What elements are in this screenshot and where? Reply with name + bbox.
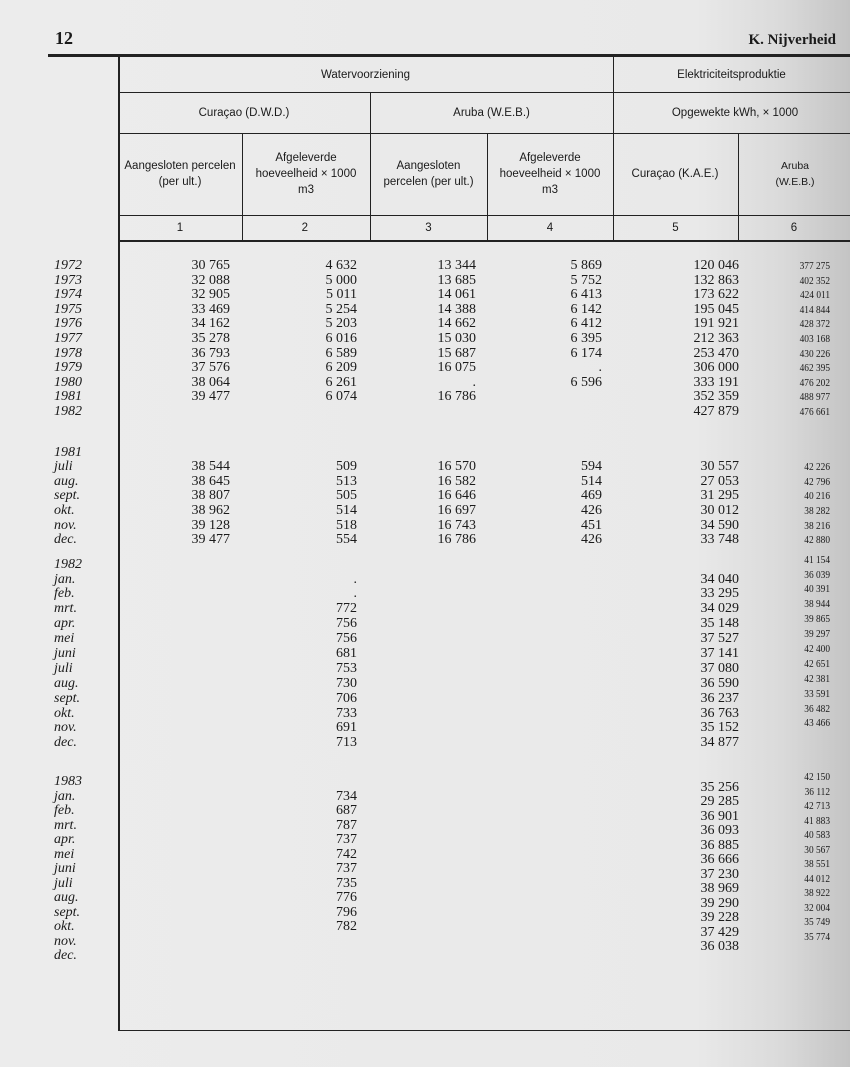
cell-col-6: 430 226 xyxy=(799,347,830,360)
cell-col-1: 33 469 xyxy=(191,301,230,317)
cell-col-2: 514 xyxy=(336,502,357,518)
row-label: 1973 xyxy=(54,272,82,288)
row-label: okt. xyxy=(54,705,75,721)
col-number-6: 6 xyxy=(790,221,798,234)
row-label: nov. xyxy=(54,517,77,533)
table-row xyxy=(50,717,840,736)
cell-col-3: 16 582 xyxy=(437,473,476,489)
cell-col-5: 132 863 xyxy=(693,272,739,288)
page-number: 12 xyxy=(55,28,73,48)
cell-col-2: . xyxy=(353,586,357,602)
cell-col-5: 34 877 xyxy=(700,735,739,751)
cell-col-2: 6 589 xyxy=(325,345,357,361)
row-label: juli xyxy=(54,875,73,891)
row-label: sept. xyxy=(54,690,81,706)
row-label: mei xyxy=(54,631,75,647)
table-row xyxy=(50,598,840,617)
cell-col-6: 38 944 xyxy=(804,598,830,611)
cell-col-6: 377 275 xyxy=(799,260,830,272)
cell-col-5: 34 590 xyxy=(700,517,739,533)
table-row xyxy=(50,376,840,391)
table-row xyxy=(50,643,840,662)
cell-col-6: 42 651 xyxy=(804,657,830,670)
cell-col-1: 38 807 xyxy=(191,488,230,504)
cell-col-4: 469 xyxy=(581,488,602,504)
header-aruba-water: Aruba (W.E.B.) xyxy=(453,106,530,119)
cell-col-6: 42 150 xyxy=(804,771,830,784)
table-row xyxy=(50,390,840,405)
cell-col-4: 6 142 xyxy=(570,301,602,317)
cell-col-6: 30 567 xyxy=(804,843,830,856)
cell-col-4: 6 596 xyxy=(570,374,602,390)
row-label: 1980 xyxy=(54,374,82,390)
cell-col-6: 36 112 xyxy=(804,785,830,798)
cell-col-5: 427 879 xyxy=(693,403,739,419)
row-label: apr. xyxy=(54,616,76,632)
cell-col-5: 30 557 xyxy=(700,459,739,475)
cell-col-1: 35 278 xyxy=(191,330,230,346)
row-label: mei xyxy=(54,846,75,862)
cell-col-2: 713 xyxy=(336,735,357,751)
cell-col-4: . xyxy=(598,360,602,376)
row-label: jan. xyxy=(54,788,76,804)
cell-col-5: 33 295 xyxy=(700,586,739,602)
row-label: jan. xyxy=(54,571,76,587)
cell-col-5: 35 256 xyxy=(700,779,739,795)
row-label: 1983 xyxy=(54,774,82,790)
cell-col-6: 36 039 xyxy=(804,568,830,581)
cell-col-5: 352 359 xyxy=(693,389,739,405)
cell-col-4: 6 395 xyxy=(570,330,602,346)
cell-col-2: 6 016 xyxy=(325,330,357,346)
cell-col-2: 737 xyxy=(336,861,357,877)
cell-col-2: 5 000 xyxy=(325,272,357,288)
cell-col-6: 488 977 xyxy=(799,391,830,404)
section-title: K. Nijverheid xyxy=(748,32,836,48)
cell-col-5: 37 429 xyxy=(700,924,739,940)
table-section xyxy=(50,259,840,420)
cell-col-6: 44 012 xyxy=(804,872,830,885)
table-row xyxy=(50,519,840,534)
cell-col-1: 39 128 xyxy=(191,517,230,533)
cell-col-6: 43 466 xyxy=(804,717,830,730)
cell-col-3: 15 030 xyxy=(437,330,476,346)
row-label: 1975 xyxy=(54,301,82,317)
cell-col-3: 16 570 xyxy=(437,459,476,475)
cell-col-5: 36 666 xyxy=(700,852,739,868)
row-label: 1977 xyxy=(54,330,82,346)
cell-col-5: 120 046 xyxy=(693,258,739,273)
cell-col-3: 13 685 xyxy=(437,272,476,288)
cell-col-5: 306 000 xyxy=(693,360,739,376)
cell-col-5: 195 045 xyxy=(693,301,739,317)
cell-col-5: 212 363 xyxy=(693,330,739,346)
header-watervoorziening: Watervoorziening xyxy=(320,68,411,81)
cell-col-6: 424 011 xyxy=(799,289,830,302)
col-header-6: Aruba (W.E.B.) xyxy=(775,160,815,188)
cell-col-6: 38 551 xyxy=(804,858,830,871)
row-label: mrt. xyxy=(54,817,77,833)
row-label: aug. xyxy=(54,890,79,906)
cell-col-1: 39 477 xyxy=(191,389,230,405)
cell-col-6: 476 661 xyxy=(799,405,830,418)
cell-col-2: 756 xyxy=(336,616,357,632)
row-label: feb. xyxy=(54,803,75,819)
cell-col-2: 796 xyxy=(336,904,357,920)
cell-col-3: 16 697 xyxy=(437,502,476,518)
row-label: aug. xyxy=(54,675,79,691)
row-label: 1978 xyxy=(54,345,82,361)
table-row xyxy=(50,446,840,461)
row-label: dec. xyxy=(54,532,77,548)
cell-col-1: 38 962 xyxy=(191,502,230,518)
row-label: 1979 xyxy=(54,360,82,376)
row-label: juli xyxy=(54,660,73,676)
cell-col-5: 37 141 xyxy=(700,646,739,662)
cell-col-2: 518 xyxy=(336,517,357,533)
row-label: juni xyxy=(54,646,76,662)
cell-col-2: 513 xyxy=(336,473,357,489)
cell-col-5: 36 590 xyxy=(700,675,739,691)
table-row xyxy=(50,303,840,318)
table-row xyxy=(50,405,840,420)
row-label: feb. xyxy=(54,586,75,602)
cell-col-4: 426 xyxy=(581,502,602,518)
cell-col-6: 32 004 xyxy=(804,901,830,914)
row-label: 1981 xyxy=(54,389,82,405)
cell-col-3: 16 786 xyxy=(437,389,476,405)
cell-col-4: 594 xyxy=(581,459,602,475)
row-label: 1976 xyxy=(54,316,82,332)
cell-col-3: . xyxy=(472,374,476,390)
col-header-1: Aangesloten percelen (per ult.) xyxy=(124,160,236,188)
cell-col-1: 32 088 xyxy=(191,272,230,288)
cell-col-6: 428 372 xyxy=(799,318,830,331)
cell-col-6: 41 883 xyxy=(804,814,830,827)
cell-col-2: 4 632 xyxy=(325,258,357,273)
col-header-5: Curaçao (K.A.E.) xyxy=(631,168,719,180)
cell-col-2: 735 xyxy=(336,875,357,891)
table-row xyxy=(50,568,840,588)
table-row xyxy=(50,687,840,707)
cell-col-3: 14 662 xyxy=(437,316,476,332)
cell-col-3: 13 344 xyxy=(437,258,476,273)
cell-col-5: 30 012 xyxy=(700,502,739,518)
cell-col-4: 6 412 xyxy=(570,316,602,332)
table-section xyxy=(50,446,840,548)
cell-col-5: 191 921 xyxy=(693,316,739,332)
col-header-4: Afgeleverde hoeveelheid × 1000 m3 xyxy=(499,152,601,196)
cell-col-2: 6 209 xyxy=(325,360,357,376)
cell-col-2: 505 xyxy=(336,488,357,504)
cell-col-5: 37 230 xyxy=(700,866,739,882)
table-row xyxy=(50,736,840,751)
cell-col-4: 5 869 xyxy=(570,258,602,273)
row-label: sept. xyxy=(54,488,81,504)
row-label: 1972 xyxy=(54,258,82,273)
cell-col-6: 42 226 xyxy=(804,461,830,474)
cell-col-5: 333 191 xyxy=(693,374,739,390)
cell-col-3: 16 646 xyxy=(437,488,476,504)
cell-col-6: 39 865 xyxy=(804,613,830,626)
cell-col-1: 38 544 xyxy=(191,459,230,475)
cell-col-1: 37 576 xyxy=(191,360,230,376)
cell-col-6: 38 282 xyxy=(804,504,830,517)
table-row xyxy=(50,533,840,548)
cell-col-5: 37 080 xyxy=(700,660,739,676)
cell-col-5: 253 470 xyxy=(693,345,739,361)
col-header-3: Aangesloten percelen (per ult.) xyxy=(383,160,474,188)
cell-col-2: 776 xyxy=(336,890,357,906)
cell-col-6: 42 713 xyxy=(804,800,830,813)
header-elektriciteit: Elektriciteitsproduktie xyxy=(677,68,786,81)
col-number-5: 5 xyxy=(672,221,679,234)
cell-col-5: 36 093 xyxy=(700,823,739,839)
cell-col-2: 5 203 xyxy=(325,316,357,332)
cell-col-2: 706 xyxy=(336,690,357,706)
cell-col-5: 33 748 xyxy=(700,532,739,548)
cell-col-6: 35 774 xyxy=(804,930,830,943)
table-row xyxy=(50,347,840,362)
cell-col-2: 687 xyxy=(336,803,357,819)
cell-col-2: 782 xyxy=(336,919,357,935)
cell-col-6: 462 395 xyxy=(799,362,830,375)
cell-col-2: 509 xyxy=(336,459,357,475)
cell-col-6: 41 154 xyxy=(804,553,830,566)
cell-col-6: 40 216 xyxy=(804,490,830,503)
cell-col-4: 6 413 xyxy=(570,287,602,303)
col-number-4: 4 xyxy=(546,221,554,234)
table-row xyxy=(50,504,840,519)
cell-col-6: 476 202 xyxy=(799,376,830,389)
cell-col-4: 451 xyxy=(581,517,602,533)
cell-col-5: 39 228 xyxy=(700,910,739,926)
cell-col-6: 42 796 xyxy=(804,475,830,488)
cell-col-1: 36 793 xyxy=(191,345,230,361)
cell-col-4: 6 174 xyxy=(570,345,602,361)
cell-col-6: 40 391 xyxy=(804,583,830,596)
cell-col-5: 35 148 xyxy=(700,616,739,632)
cell-col-2: 753 xyxy=(336,660,357,676)
cell-col-6: 42 400 xyxy=(804,643,830,656)
cell-col-5: 39 290 xyxy=(700,895,739,911)
cell-col-2: 737 xyxy=(336,832,357,848)
cell-col-3: 16 786 xyxy=(437,532,476,548)
table-row xyxy=(50,702,840,722)
row-label: okt. xyxy=(54,502,75,518)
cell-col-6: 40 583 xyxy=(804,829,830,842)
table-row xyxy=(50,332,840,347)
cell-col-6: 35 749 xyxy=(804,916,830,929)
cell-col-2: 787 xyxy=(336,817,357,833)
cell-col-2: 5 254 xyxy=(325,301,357,317)
table-row xyxy=(50,628,840,647)
cell-col-5: 36 237 xyxy=(700,690,739,706)
row-label: juli xyxy=(54,459,73,475)
cell-col-3: 16 743 xyxy=(437,517,476,533)
cell-col-1: 38 064 xyxy=(191,374,230,390)
table-row xyxy=(50,288,840,303)
cell-col-2: 691 xyxy=(336,720,357,736)
row-label: okt. xyxy=(54,919,75,935)
cell-col-5: 34 029 xyxy=(700,601,739,617)
table-body xyxy=(50,259,840,964)
row-label: 1982 xyxy=(54,556,82,572)
cell-col-5: 173 622 xyxy=(693,287,739,303)
col-number-3: 3 xyxy=(425,221,432,234)
table-row xyxy=(50,274,840,289)
cell-col-2: 681 xyxy=(336,646,357,662)
cell-col-2: 733 xyxy=(336,705,357,721)
cell-col-5: 36 885 xyxy=(700,837,739,853)
table-section xyxy=(50,771,840,964)
bottom-rule xyxy=(118,1030,850,1031)
cell-col-5: 36 901 xyxy=(700,808,739,824)
row-label: dec. xyxy=(54,948,77,964)
cell-col-5: 29 285 xyxy=(700,794,739,810)
cell-col-6: 38 922 xyxy=(804,887,830,900)
row-label: 1982 xyxy=(54,403,82,419)
cell-col-2: 5 011 xyxy=(326,287,357,303)
table-row xyxy=(50,613,840,632)
cell-col-6: 414 844 xyxy=(799,303,830,316)
cell-col-4: 426 xyxy=(581,532,602,548)
cell-col-5: 36 763 xyxy=(700,705,739,721)
cell-col-6: 402 352 xyxy=(799,274,830,287)
cell-col-4: 514 xyxy=(581,473,602,489)
row-label: apr. xyxy=(54,832,76,848)
row-label: juni xyxy=(54,861,76,877)
row-label: sept. xyxy=(54,904,81,920)
row-label: 1974 xyxy=(54,287,82,303)
cell-col-1: 39 477 xyxy=(191,532,230,548)
table-section xyxy=(50,553,840,752)
cell-col-6: 39 297 xyxy=(804,628,830,641)
cell-col-3: 15 687 xyxy=(437,345,476,361)
cell-col-1: 30 765 xyxy=(191,258,230,273)
cell-col-6: 42 381 xyxy=(804,672,830,685)
table-row xyxy=(50,317,840,332)
cell-col-2: 734 xyxy=(336,788,357,804)
cell-col-3: 14 061 xyxy=(437,287,476,303)
cell-col-2: 6 261 xyxy=(325,374,357,390)
cell-col-2: . xyxy=(353,571,357,587)
cell-col-5: 36 038 xyxy=(700,939,739,955)
cell-col-5: 31 295 xyxy=(700,488,739,504)
row-label: nov. xyxy=(54,933,77,949)
row-label: mrt. xyxy=(54,601,77,617)
cell-col-5: 34 040 xyxy=(700,571,739,587)
table-row xyxy=(50,553,840,573)
table-row xyxy=(50,475,840,490)
cell-col-1: 38 645 xyxy=(191,473,230,489)
row-label: nov. xyxy=(54,720,77,736)
cell-col-6: 33 591 xyxy=(804,687,830,700)
cell-col-2: 730 xyxy=(336,675,357,691)
cell-col-3: 16 075 xyxy=(437,360,476,376)
cell-col-4: 5 752 xyxy=(570,272,602,288)
row-label: 1981 xyxy=(54,444,82,460)
cell-col-2: 742 xyxy=(336,846,357,862)
cell-col-6: 42 880 xyxy=(804,534,830,547)
cell-col-6: 403 168 xyxy=(799,332,830,345)
table-row xyxy=(50,489,840,504)
header-curacao-water: Curaçao (D.W.D.) xyxy=(198,106,290,119)
table-row xyxy=(50,361,840,376)
cell-col-1: 32 905 xyxy=(191,287,230,303)
row-label: aug. xyxy=(54,473,79,489)
cell-col-5: 27 053 xyxy=(700,473,739,489)
table-row xyxy=(50,583,840,602)
cell-col-6: 38 216 xyxy=(804,519,830,532)
col-number-1: 1 xyxy=(176,221,184,234)
table-row xyxy=(50,259,840,274)
col-number-2: 2 xyxy=(301,221,308,234)
cell-col-6: 36 482 xyxy=(804,702,830,715)
col-header-2: Afgeleverde hoeveelheid × 1000 m3 xyxy=(255,152,357,196)
cell-col-2: 772 xyxy=(336,601,357,617)
cell-col-3: 14 388 xyxy=(437,301,476,317)
header-rule xyxy=(118,240,850,242)
cell-col-1: 34 162 xyxy=(191,316,230,332)
cell-col-2: 756 xyxy=(336,631,357,647)
cell-col-2: 554 xyxy=(336,532,357,548)
row-label: dec. xyxy=(54,735,77,751)
cell-col-5: 38 969 xyxy=(700,881,739,897)
cell-col-5: 37 527 xyxy=(700,631,739,647)
table-row xyxy=(50,657,840,677)
cell-col-2: 6 074 xyxy=(325,389,357,405)
cell-col-5: 35 152 xyxy=(700,720,739,736)
table-row xyxy=(50,672,840,692)
table-row xyxy=(50,460,840,475)
header-opgewekte-kwh: Opgewekte kWh, × 1000 xyxy=(671,106,799,119)
